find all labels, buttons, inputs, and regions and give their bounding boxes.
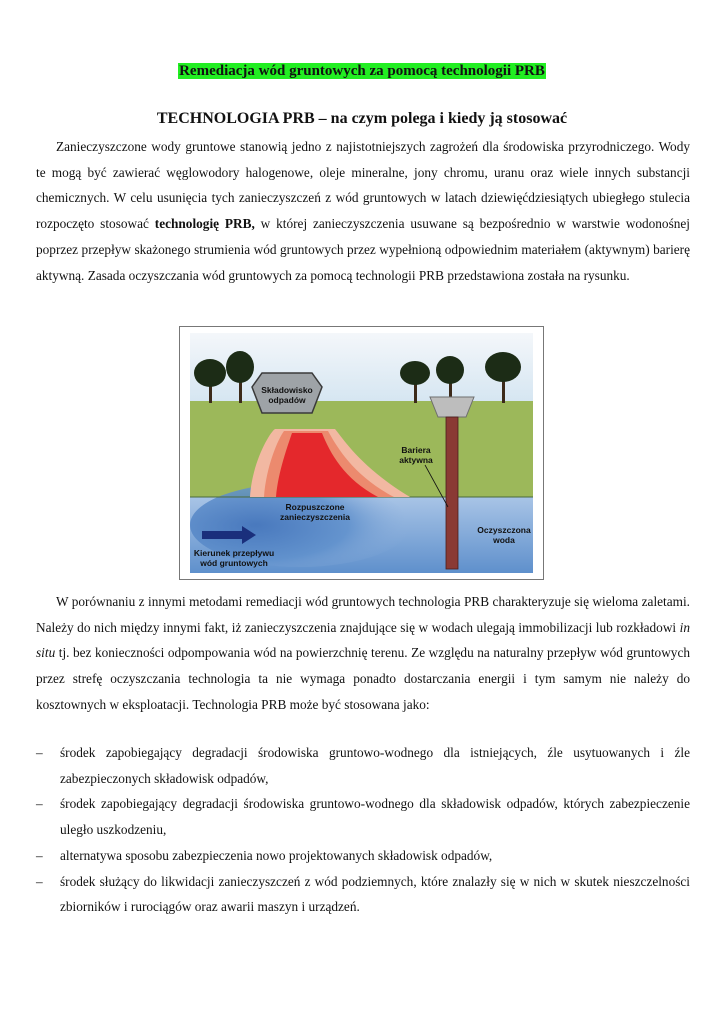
landfill-label-line2: odpadów	[268, 395, 306, 405]
intro-paragraph	[36, 134, 690, 288]
list-item-text: alternatywa sposobu zabezpieczenia nowo projektowanych składowisk odpadów,	[60, 847, 493, 863]
list-item-text: środek służący do likwidacji zanieczyszczeń z wód podziemnych, które znalazły się w nich w skutek nieszczelności zbiorników i rurociągów oraz awarii maszyn i urządzeń.	[60, 873, 690, 915]
advantages-text-1: W porównaniu z innymi metodami remediacji wód gruntowych technologia PRB charakteryzuje się wieloma zaletami. Należy do nich między innymi fakt, iż zanieczyszczenia znajdujące się w wodach ulegają immobilizacji lub rozkładowi	[36, 594, 690, 635]
flow-label-line2: wód gruntowych	[200, 558, 268, 568]
prb-diagram-svg	[180, 327, 543, 579]
page-title: Remediacja wód gruntowych za pomocą technologii PRB	[179, 63, 545, 79]
dissolved-label-line2: zanieczyszczenia	[280, 512, 350, 522]
list-dash: –	[36, 745, 43, 760]
list-item-text: środek zapobiegający degradacji środowiska gruntowo-wodnego dla istniejących, źle usytuowanych i źle zabezpieczonych składowisk odpadów,	[60, 745, 690, 786]
barrier-funnel	[430, 397, 474, 417]
list-item	[36, 791, 690, 842]
list-item-text: środek zapobiegający degradacji środowiska gruntowo-wodnego dla składowisk odpadów, których zabezpieczenie uległo uszkodzeniu,	[60, 796, 690, 838]
active-barrier	[446, 417, 458, 569]
barrier-label-line1: Bariera	[401, 445, 431, 455]
list-item	[36, 843, 690, 869]
flow-label-line1: Kierunek przepływu	[193, 548, 275, 558]
section-heading: TECHNOLOGIA PRB – na czym polega i kiedy ją stosować	[156, 110, 568, 127]
list-dash: –	[36, 873, 43, 889]
intro-text-2: w której zanieczyszczenia usuwane są bezpośrednio w warstwie wodonośnej poprzez przepływ skażonego strumienia wód gruntowych przez wypełnioną odpowiednim materiałem (aktywnym) barierę aktywną. Zasada oczyszczania wód gruntowych za pomocą technologii PRB przedstawiona została na rysunku.	[36, 216, 690, 283]
clean-water-label-line2: woda	[493, 535, 515, 545]
page-title-wrap	[0, 62, 724, 80]
clean-water-label-line1: Oczyszczona	[477, 525, 531, 535]
landfill-label-line1: Składowisko	[261, 385, 313, 395]
barrier-label-line2: aktywna	[399, 455, 433, 465]
prb-diagram	[179, 326, 544, 580]
dissolved-label-line1: Rozpuszczone	[285, 502, 345, 512]
list-dash: –	[36, 796, 43, 812]
advantages-text-2: tj. bez konieczności odpompowania wód na powierzchnię terenu. Ze względu na naturalny przepływ wód gruntowych przez strefę oczyszczania technologia ta nie wymaga ponadto dostarczania energii i tym samym nie należy do kosztownych w eksploatacji. Technologia PRB może być stosowana jako:	[36, 645, 690, 712]
list-item	[36, 740, 690, 791]
applications-list	[36, 740, 690, 920]
list-item	[36, 869, 690, 920]
advantages-paragraph	[36, 589, 690, 718]
advantages-italic-term: in situ	[36, 619, 690, 661]
intro-text-1: Zanieczyszczone wody gruntowe stanowią jedno z najistotniejszych zagrożeń dla środowiska przyrodniczego. Wody te mogą być zawierać węglowodory halogenowe, oleje mineralne, jony chromu, uranu oraz wiele innych substancji chemicznych. W celu usunięcia tych zanieczyszczeń z wód gruntowych w latach dziewięćdziesiątych ubiegłego stulecia rozpoczęto stosować	[36, 139, 690, 232]
intro-bold-term: technologię PRB,	[154, 216, 255, 232]
list-dash: –	[36, 847, 43, 863]
